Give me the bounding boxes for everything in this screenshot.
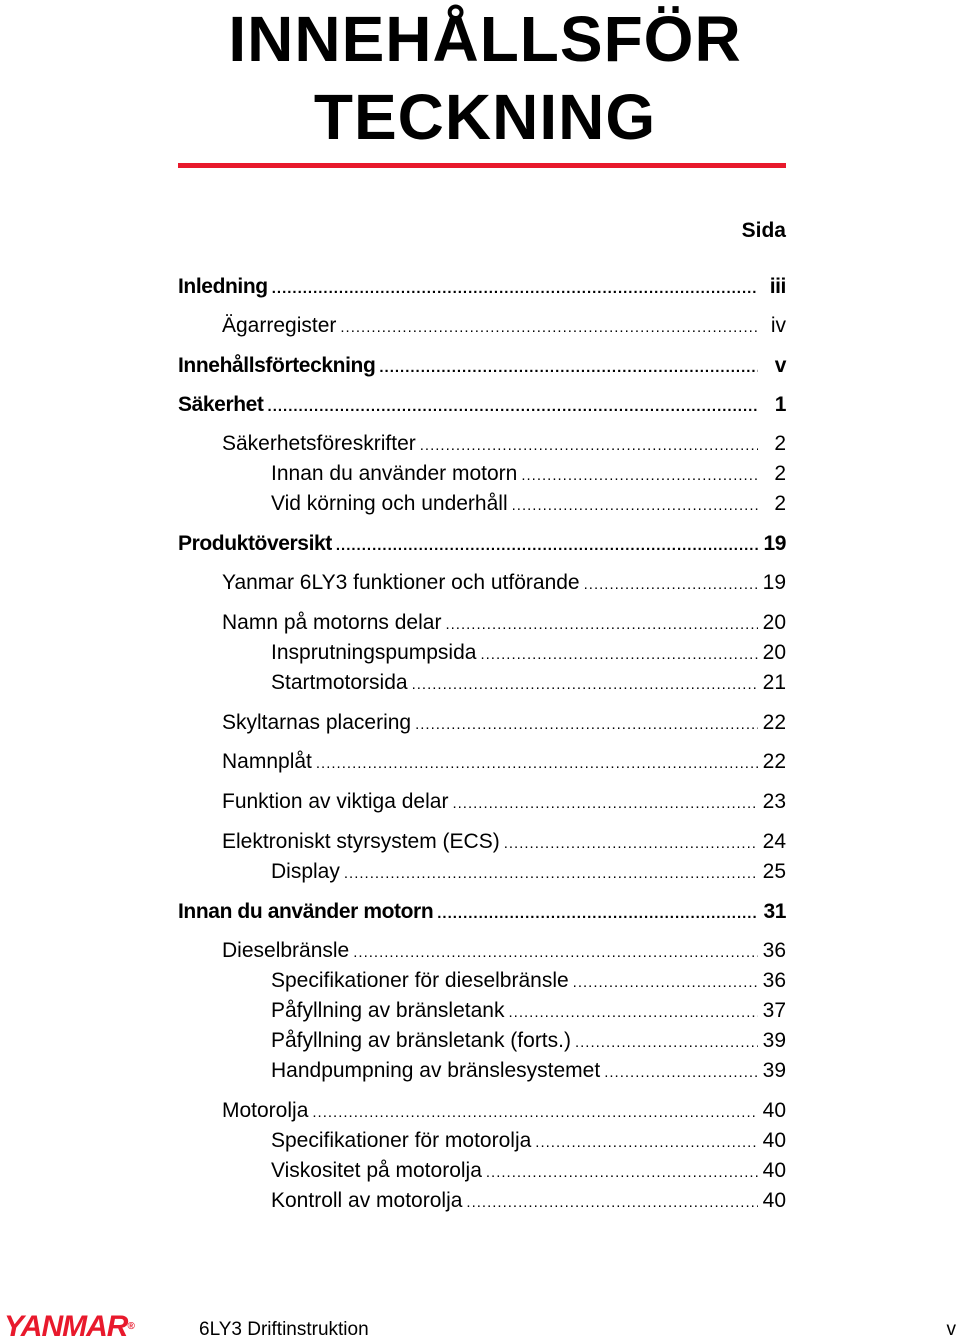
toc-entry[interactable]	[222, 710, 786, 738]
toc-entry-label: Skyltarnas placering	[222, 711, 412, 734]
toc-entry[interactable]	[178, 531, 786, 559]
toc-entry[interactable]	[222, 789, 786, 817]
toc-entry[interactable]	[222, 1098, 786, 1126]
dot-leader	[353, 940, 758, 966]
page-number: v	[946, 1319, 956, 1340]
dot-leader	[452, 791, 758, 817]
toc-entry-label: Viskositet på motorolja	[271, 1159, 482, 1182]
dot-leader	[420, 433, 758, 459]
toc-entry-label: Vid körning och underhåll	[271, 492, 508, 515]
toc-entry-page: 40	[762, 1129, 786, 1152]
toc-entry[interactable]	[271, 461, 786, 489]
toc-entry[interactable]	[178, 274, 786, 302]
toc-entry-label: Funktion av viktiga delar	[222, 790, 449, 813]
toc-entry-page: 22	[762, 750, 786, 773]
manual-name: 6LY3 Driftinstruktion	[199, 1319, 369, 1340]
toc-entry-label: Handpumpning av bränslesystemet	[271, 1059, 601, 1082]
toc-entry-page: 37	[762, 999, 786, 1022]
toc-entry-page: 40	[762, 1189, 786, 1212]
toc-entry-label: Påfyllning av bränsletank (forts.)	[271, 1029, 571, 1052]
toc-entry-page: 24	[762, 830, 786, 853]
toc-entry-page: iv	[770, 314, 786, 337]
dot-leader	[336, 533, 758, 559]
toc-entry[interactable]	[271, 1028, 786, 1056]
toc-entry[interactable]	[178, 353, 786, 381]
toc-entry-page: 1	[774, 393, 786, 416]
dot-leader	[521, 463, 758, 489]
dot-leader	[466, 1190, 758, 1216]
toc-entry-page: 36	[762, 969, 786, 992]
dot-leader	[480, 642, 758, 668]
toc-entry-page: 19	[762, 571, 786, 594]
toc-entry[interactable]	[222, 431, 786, 459]
toc-entry[interactable]	[222, 313, 786, 341]
title-line-1: INNEHÅLLSFÖR	[228, 3, 742, 75]
page-column-header: Sida	[741, 219, 786, 242]
dot-leader	[445, 612, 758, 638]
toc-entry[interactable]	[271, 1188, 786, 1216]
toc-entry[interactable]	[271, 670, 786, 698]
toc-entry-page: v	[774, 354, 786, 377]
dot-leader	[486, 1160, 758, 1186]
toc-entry[interactable]	[178, 899, 786, 927]
dot-leader	[512, 493, 758, 519]
title-underline	[178, 163, 786, 168]
dot-leader	[415, 712, 758, 738]
toc-entry-label: Innehållsförteckning	[178, 354, 376, 377]
toc-entry-label: Specifikationer för motorolja	[271, 1129, 532, 1152]
dot-leader	[535, 1130, 758, 1156]
logo-wordmark: YANMAR	[4, 1310, 128, 1343]
toc-entry-label: Innan du använder motorn	[178, 900, 434, 923]
toc-entry-label: Påfyllning av bränsletank	[271, 999, 505, 1022]
toc-entry[interactable]	[271, 640, 786, 668]
toc-entry-label: Namn på motorns delar	[222, 611, 442, 634]
toc-entry-label: Innan du använder motorn	[271, 462, 518, 485]
dot-leader	[575, 1030, 758, 1056]
toc-entry[interactable]	[271, 998, 786, 1026]
toc-entry-page: iii	[769, 275, 786, 298]
dot-leader	[604, 1060, 758, 1086]
toc-entry[interactable]	[271, 859, 786, 887]
toc-entry-page: 39	[762, 1059, 786, 1082]
dot-leader	[340, 315, 758, 341]
title-line-2: TECKNING	[313, 81, 657, 153]
toc-entry[interactable]	[271, 1128, 786, 1156]
toc-entry[interactable]	[222, 829, 786, 857]
registered-mark: ®	[127, 1321, 134, 1332]
dot-leader	[316, 751, 758, 777]
dot-leader	[412, 672, 758, 698]
toc-entry-label: Insprutningspumpsida	[271, 641, 477, 664]
toc-entry-page: 40	[762, 1099, 786, 1122]
dot-leader	[268, 394, 758, 420]
toc-entry-page: 22	[762, 711, 786, 734]
toc-entry[interactable]	[271, 1058, 786, 1086]
toc-entry-page: 2	[774, 462, 786, 485]
dot-leader	[344, 861, 758, 887]
dot-leader	[504, 831, 758, 857]
toc-entry-page: 39	[762, 1029, 786, 1052]
toc-entry-page: 2	[774, 432, 786, 455]
toc-entry-label: Specifikationer för dieselbränsle	[271, 969, 569, 992]
toc-entry-label: Kontroll av motorolja	[271, 1189, 463, 1212]
toc-entry-page: 19	[763, 532, 786, 555]
toc-entry-label: Elektroniskt styrsystem (ECS)	[222, 830, 500, 853]
toc-entry[interactable]	[222, 610, 786, 638]
toc-entry[interactable]	[271, 1158, 786, 1186]
toc-entry-label: Namnplåt	[222, 750, 312, 773]
dot-leader	[379, 355, 758, 381]
toc-entry-label: Startmotorsida	[271, 671, 408, 694]
toc-entry-page: 31	[763, 900, 786, 923]
toc-entry-page: 2	[774, 492, 786, 515]
toc-entry-page: 20	[762, 641, 786, 664]
dot-leader	[272, 276, 758, 302]
toc-entry-label: Säkerhetsföreskrifter	[222, 432, 416, 455]
toc-entry-page: 40	[762, 1159, 786, 1182]
toc-entry-page: 21	[762, 671, 786, 694]
toc-entry-label: Säkerhet	[178, 393, 264, 416]
toc-entry-label: Motorolja	[222, 1099, 309, 1122]
dot-leader	[573, 970, 758, 996]
toc-entry-page: 20	[762, 611, 786, 634]
toc-entry[interactable]	[222, 938, 786, 966]
toc-entry[interactable]	[222, 749, 786, 777]
toc-entry-label: Inledning	[178, 275, 268, 298]
dot-leader	[437, 901, 758, 927]
toc-entry[interactable]	[178, 392, 786, 420]
toc-entry-label: Display	[271, 860, 340, 883]
toc-entry-label: Produktöversikt	[178, 532, 332, 555]
toc-entry-label: Yanmar 6LY3 funktioner och utförande	[222, 571, 580, 594]
dot-leader	[508, 1000, 758, 1026]
toc-entry[interactable]	[222, 570, 786, 598]
yanmar-logo	[4, 1312, 134, 1342]
toc-entry-page: 36	[762, 939, 786, 962]
toc-entry-page: 25	[762, 860, 786, 883]
dot-leader	[312, 1100, 758, 1126]
toc-entry[interactable]	[271, 968, 786, 996]
toc-entry[interactable]	[271, 491, 786, 519]
dot-leader	[584, 572, 758, 598]
page-title	[0, 0, 960, 156]
toc-entry-page: 23	[762, 790, 786, 813]
toc-entry-label: Dieselbränsle	[222, 939, 350, 962]
toc-entry-label: Ägarregister	[222, 314, 337, 337]
